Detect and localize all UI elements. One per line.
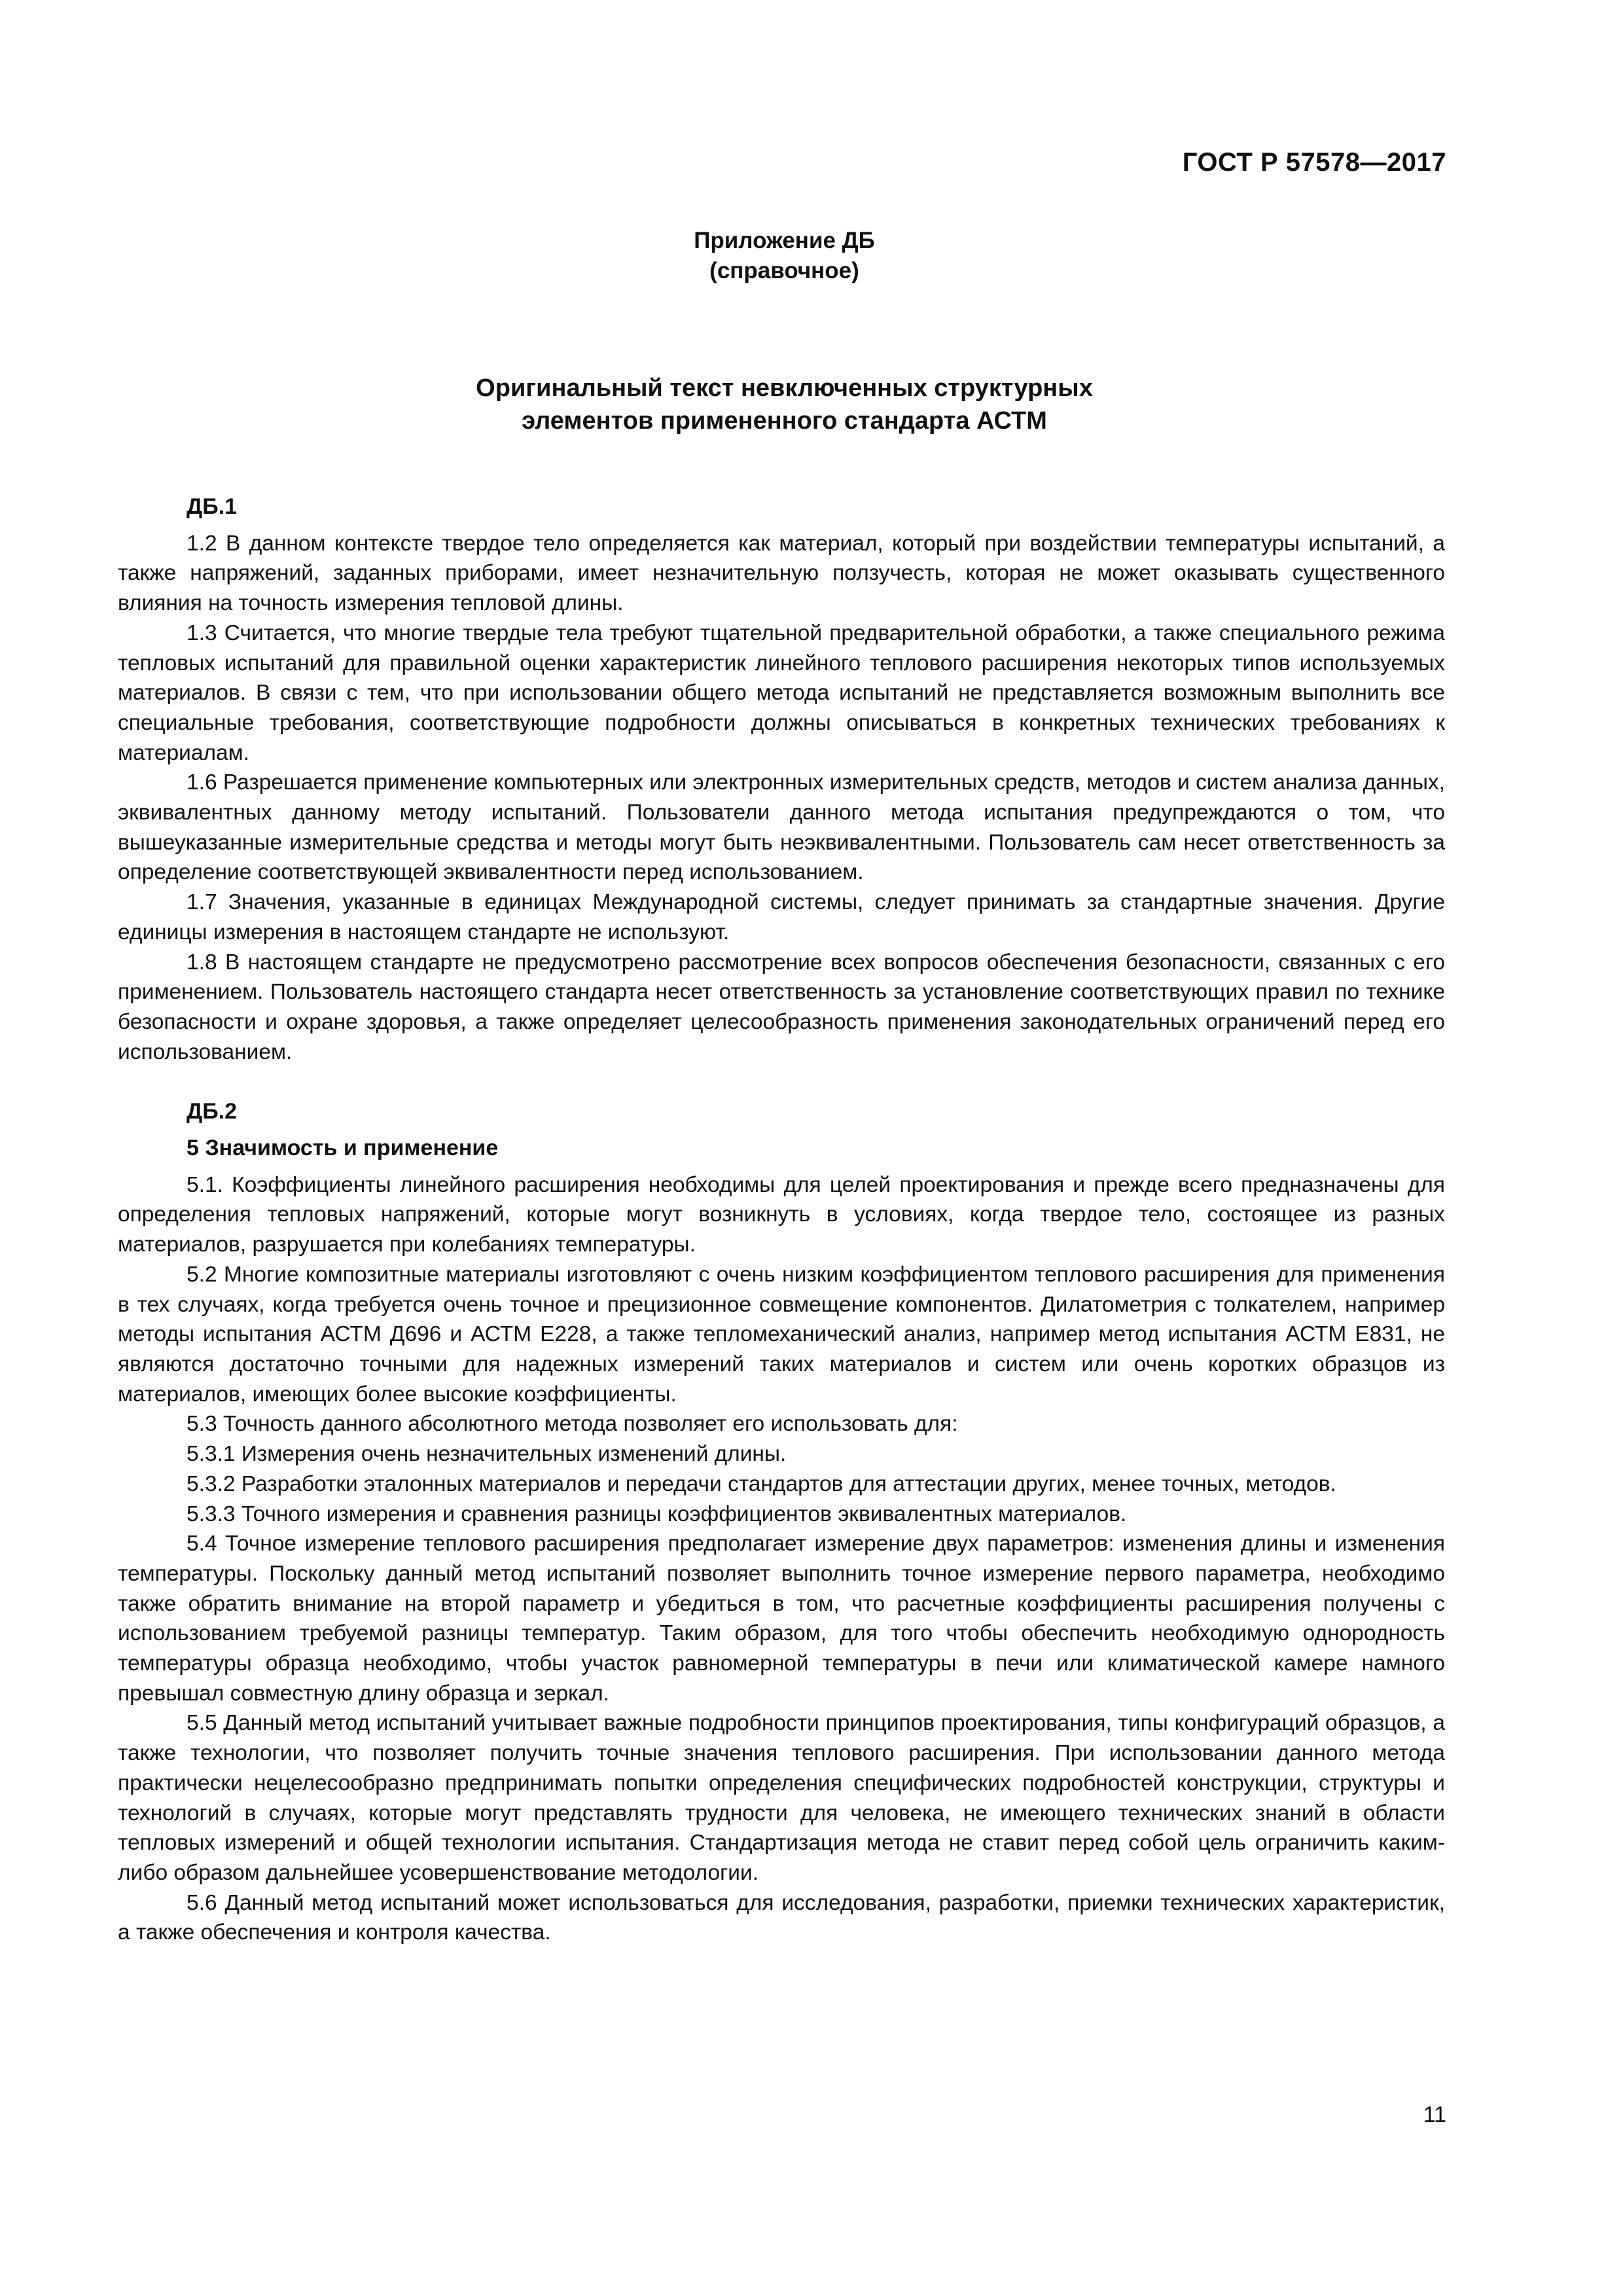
paragraph: 5.4 Точное измерение теплового расширения предполагает измерение двух параметров: изменения длины и изменения температуры. Поскольку данный метод испытаний позволяет выполнить точное измерение первого параметра, необходимо также обратить внимание на второй параметр и убедиться в том, что расчетные коэффициенты расширения получены с использованием требуемой разницы температур. Таким образом, для того чтобы обеспечить необходимую однородность температуры образца необходимо, чтобы участок равномерной температуры в печи или климатической камере намного превышал совместную длину образца и зеркал. bbox=[118, 1532, 1445, 1706]
document-code: ГОСТ Р 57578—2017 bbox=[1182, 148, 1446, 177]
paragraph: 1.8 В настоящем стандарте не предусмотрено рассмотрение всех вопросов обеспечения безопасности, связанных с его применением. Пользователь настоящего стандарта несет ответственность за установление соответствующих правил по технике безопасности и охране здоровья, а также определяет целесообразность применения законодательных ограничений перед его использованием. bbox=[118, 950, 1445, 1064]
paragraph: 1.2 В данном контексте твердое тело определяется как материал, который при воздействии температуры испытаний, а также напряжений, заданных приборами, имеет незначительную ползучесть, которая не может оказывать существенного влияния на точность измерения тепловой длины. bbox=[118, 531, 1445, 616]
paragraph: 1.7 Значения, указанные в единицах Международной системы, следует принимать за стандартные значения. Другие единицы измерения в настоящем стандарте не используют. bbox=[118, 890, 1445, 944]
paragraph: 5.5 Данный метод испытаний учитывает важные подробности принципов проектирования, типы конфигураций образцов, а также технологии, что позволяет получить точные значения теплового расширения. При использовании данного метода практически нецелесообразно предпринимать попытки определения специфических подробностей конструкции, структуры и технологий в случаях, которые могут представлять трудности для человека, не имеющего технических знаний в области тепловых измерений и общей технологии испытания. Стандартизация метода не ставит перед собой цель ограничить каким-либо образом дальнейшее усовершенствование методологии. bbox=[118, 1711, 1445, 1885]
paragraph: 5.3.2 Разработки эталонных материалов и передачи стандартов для аттестации других, менее точных, методов. bbox=[187, 1471, 1336, 1496]
document-title bbox=[0, 372, 1569, 437]
paragraph: 5.6 Данный метод испытаний может использоваться для исследования, разработки, приемки технических характеристик, а также обеспечения и контроля качества. bbox=[118, 1890, 1445, 1945]
paragraph: 5.2 Многие композитные материалы изготовляют с очень низким коэффициентом теплового расширения для применения в тех случаях, когда требуется очень точное и прецизионное совмещение компонентов. Дилатометрия с толкателем, например методы испытания АСТМ Д696 и АСТМ Е228, а также тепломеханический анализ, например метод испытания АСТМ Е831, не являются достаточно точными для надежных измерений таких материалов и систем или очень коротких образцов из материалов, имеющих более высокие коэффициенты. bbox=[118, 1262, 1445, 1407]
page-number: 11 bbox=[1423, 2102, 1446, 2127]
subsection-heading: 5 Значимость и применение bbox=[187, 1136, 499, 1161]
section-heading-db2: ДБ.2 bbox=[187, 1099, 238, 1124]
paragraph: 5.3.1 Измерения очень незначительных изменений длины. bbox=[187, 1442, 787, 1467]
appendix-heading bbox=[0, 226, 1569, 286]
appendix-label: Приложение ДБ bbox=[694, 228, 875, 253]
title-line-1: Оригинальный текст невключенных структурных bbox=[476, 374, 1093, 402]
paragraph: 1.6 Разрешается применение компьютерных или электронных измерительных средств, методов и систем анализа данных, эквивалентных данному методу испытаний. Пользователи данного метода испытания предупреждаются о том, что вышеуказанные измерительные средства и методы могут быть неэквивалентными. Пользователь сам несет ответственность за определение соответствующей эквивалентности перед использованием. bbox=[118, 770, 1445, 885]
paragraph: 5.1. Коэффициенты линейного расширения необходимы для целей проектирования и прежде всего предназначены для определения тепловых напряжений, которые могут возникнуть в условиях, когда твердое тело, состоящее из разных материалов, разрушается при колебаниях температуры. bbox=[118, 1172, 1445, 1257]
section-heading-db1: ДБ.1 bbox=[187, 494, 238, 519]
document-body bbox=[118, 492, 1445, 1948]
paragraph: 5.3.3 Точного измерения и сравнения разницы коэффициентов эквивалентных материалов. bbox=[187, 1501, 1127, 1526]
paragraph: 5.3 Точность данного абсолютного метода позволяет его использовать для: bbox=[187, 1412, 958, 1437]
title-line-2: элементов примененного стандарта АСТМ bbox=[522, 407, 1047, 435]
paragraph: 1.3 Считается, что многие твердые тела требуют тщательной предварительной обработки, а также специального режима тепловых испытаний для правильной оценки характеристик линейного теплового расширения некоторых типов используемых материалов. В связи с тем, что при использовании общего метода испытаний не представляется возможным выполнить все специальные требования, соответствующие подробности должны описываться в конкретных технических требованиях к материалам. bbox=[118, 620, 1445, 765]
appendix-type: (справочное) bbox=[709, 258, 859, 283]
